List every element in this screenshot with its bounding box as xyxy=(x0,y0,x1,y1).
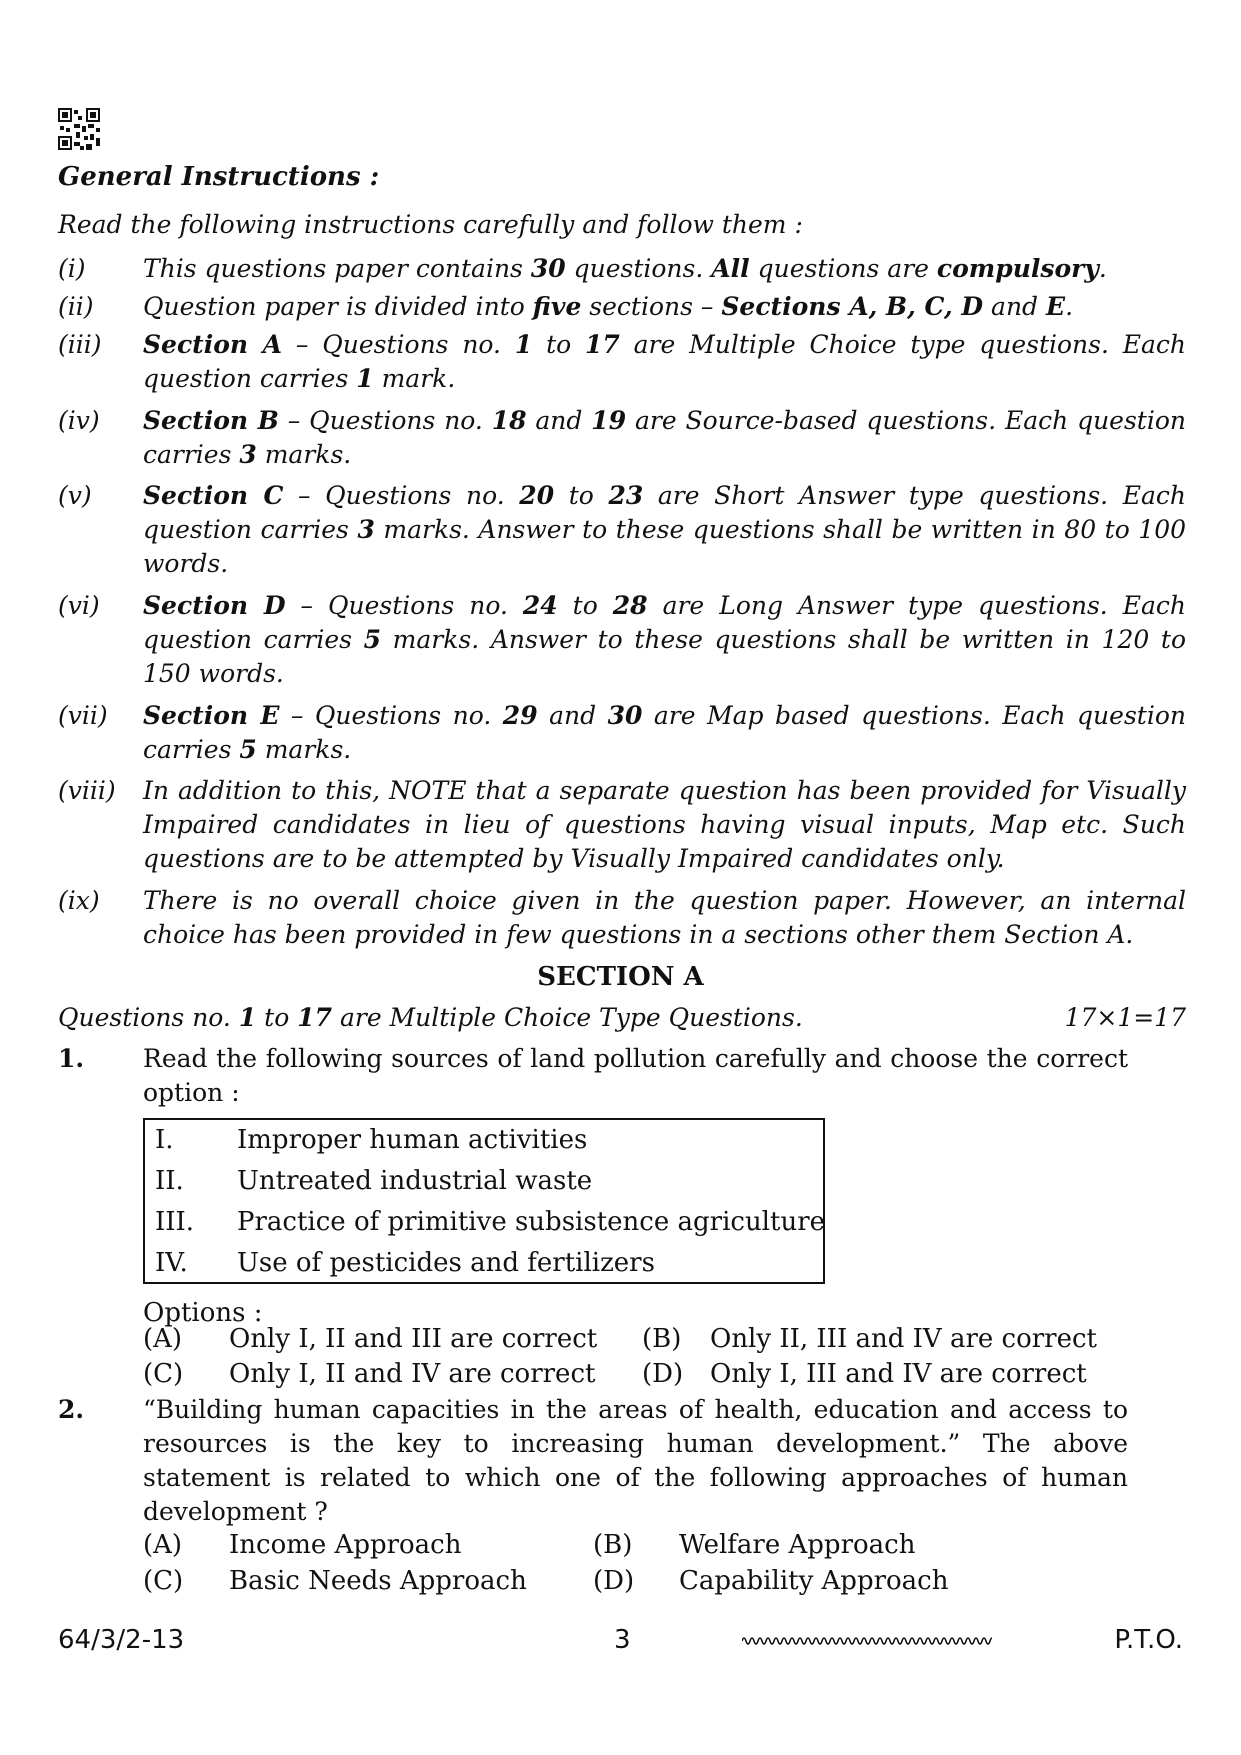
text-segment: – Questions no. xyxy=(278,406,492,435)
paper-code: 64/3/2-13 xyxy=(58,1625,185,1655)
option-text: Only I, II and IV are correct xyxy=(229,1359,596,1389)
text-segment: – Questions no. xyxy=(285,591,523,620)
instruction-text xyxy=(143,290,1186,324)
option-label: (D) xyxy=(593,1566,635,1596)
text-segment: and xyxy=(537,701,608,730)
text-segment: are Short Answer type questions. Each question carries xyxy=(143,481,1186,544)
question-number: 1. xyxy=(58,1044,85,1073)
option-label: (D) xyxy=(642,1359,684,1389)
text-segment: marks. Answer to these questions shall be written in 120 to 150 words. xyxy=(143,625,1186,688)
text-segment: sections – xyxy=(581,292,722,321)
bold-text: 20 xyxy=(519,481,555,510)
source-number: II. xyxy=(155,1166,184,1196)
text-segment: . xyxy=(1098,254,1107,283)
section-a-note-text xyxy=(58,1003,803,1032)
text-segment: Questions no. xyxy=(58,1003,239,1032)
text-segment: In addition to this, NOTE that a separate question has been provided for Visually Impaired candidates in lieu of questions having visual inputs, Map etc. Such questions are to be attempted by Visually Impaired candidates only. xyxy=(143,776,1186,873)
instruction-text xyxy=(143,479,1186,581)
text-segment: . xyxy=(1065,292,1074,321)
bold-text: Section C xyxy=(143,481,284,510)
bold-text: Section D xyxy=(143,591,286,620)
text-segment: – Questions no. xyxy=(279,701,503,730)
instruction-number: (vi) xyxy=(58,591,100,620)
question-text: Read the following sources of land pollution carefully and choose the correct option : xyxy=(143,1044,1128,1107)
instruction-item xyxy=(58,404,1186,472)
option-text: Capability Approach xyxy=(679,1566,949,1596)
text-segment: are Multiple Choice Type Questions. xyxy=(332,1003,803,1032)
text-segment: mark. xyxy=(373,364,456,393)
text-segment: are Source-based questions. Each question carries xyxy=(143,406,1186,469)
instruction-text xyxy=(143,252,1186,286)
bold-text: 5 xyxy=(363,625,382,654)
instruction-item xyxy=(58,699,1186,767)
text-segment: Question paper is divided into xyxy=(143,292,533,321)
option-label: (A) xyxy=(143,1324,183,1354)
page-number: 3 xyxy=(614,1625,631,1655)
text-segment: marks. xyxy=(256,440,352,469)
instruction-number: (ii) xyxy=(58,292,94,321)
option-label: (C) xyxy=(143,1359,184,1389)
source-text: Use of pesticides and fertilizers xyxy=(237,1248,655,1278)
bold-text: Section A xyxy=(143,330,283,359)
text-segment: questions. xyxy=(565,254,712,283)
text-segment: to xyxy=(532,330,586,359)
bold-text: E xyxy=(1046,292,1066,321)
instruction-number: (ix) xyxy=(58,886,100,915)
instruction-item xyxy=(58,290,1186,324)
bold-text: five xyxy=(532,292,582,321)
instruction-text xyxy=(143,884,1186,952)
general-instructions-heading: General Instructions : xyxy=(58,162,380,192)
bold-text: 1 xyxy=(356,364,374,393)
text-segment: and xyxy=(526,406,592,435)
option-text: Basic Needs Approach xyxy=(229,1566,527,1596)
section-a-note xyxy=(58,1003,1186,1032)
bold-text: Section B xyxy=(143,406,279,435)
text-segment: questions are xyxy=(749,254,937,283)
source-number: IV. xyxy=(155,1248,188,1278)
bold-text: 18 xyxy=(491,406,527,435)
bold-text: 30 xyxy=(530,254,566,283)
option-text: Only I, II and III are correct xyxy=(229,1324,598,1354)
instruction-text xyxy=(143,589,1186,691)
bold-text: 19 xyxy=(591,406,627,435)
source-number: I. xyxy=(155,1125,174,1155)
source-text: Improper human activities xyxy=(237,1125,588,1155)
instruction-text xyxy=(143,699,1186,767)
bold-text: 1 xyxy=(514,330,533,359)
instruction-text xyxy=(143,774,1186,876)
text-segment: marks. xyxy=(256,735,352,764)
question-2 xyxy=(58,1393,1128,1529)
question-text: “Building human capacities in the areas of health, education and access to resources is the key to increasing human development.” The above statement is related to which one of the following approaches of human development ? xyxy=(143,1395,1128,1526)
bold-text: 17 xyxy=(297,1003,333,1032)
bold-text: 3 xyxy=(239,440,257,469)
bold-text: 1 xyxy=(238,1003,257,1032)
bold-text: 3 xyxy=(357,515,375,544)
instruction-text xyxy=(143,328,1186,396)
question-1 xyxy=(58,1042,1128,1110)
option-label: (B) xyxy=(593,1530,633,1560)
question-number: 2. xyxy=(58,1395,85,1424)
option-text: Only I, III and IV are correct xyxy=(710,1359,1087,1389)
sources-box xyxy=(143,1118,825,1284)
options-label: Options : xyxy=(143,1298,263,1328)
instruction-text xyxy=(143,404,1186,472)
pto-label: P.T.O. xyxy=(1114,1625,1183,1655)
option-label: (C) xyxy=(143,1566,184,1596)
bold-text: compulsory xyxy=(936,254,1099,283)
instruction-number: (v) xyxy=(58,481,92,510)
source-number: III. xyxy=(155,1207,195,1237)
option-text: Income Approach xyxy=(229,1530,462,1560)
instruction-number: (vii) xyxy=(58,701,108,730)
text-segment: are Long Answer type questions. Each question carries xyxy=(143,591,1186,654)
instruction-number: (iii) xyxy=(58,330,102,359)
text-segment: – Questions no. xyxy=(283,481,520,510)
instruction-item xyxy=(58,589,1186,691)
option-label: (A) xyxy=(143,1530,183,1560)
bold-text: Section E xyxy=(143,701,280,730)
source-text: Practice of primitive subsistence agriculture xyxy=(237,1207,826,1237)
text-segment: to xyxy=(557,591,613,620)
text-segment: to xyxy=(554,481,609,510)
bold-text: 29 xyxy=(502,701,538,730)
bold-text: 23 xyxy=(608,481,644,510)
text-segment: There is no overall choice given in the question paper. However, an internal choice has been provided in few questions in a sections other them Section A. xyxy=(143,886,1186,949)
source-text: Untreated industrial waste xyxy=(237,1166,593,1196)
bold-text: 28 xyxy=(612,591,648,620)
text-segment: are Map based questions. Each question carries xyxy=(143,701,1186,764)
option-text: Welfare Approach xyxy=(679,1530,916,1560)
text-segment: marks. Answer to these questions shall be written in 80 to 100 words. xyxy=(143,515,1187,578)
option-label: (B) xyxy=(642,1324,682,1354)
text-segment: to xyxy=(256,1003,298,1032)
text-segment: are Multiple Choice type questions. Each question carries xyxy=(143,330,1187,393)
wavy-line-icon xyxy=(742,1634,992,1648)
instructions-intro: Read the following instructions carefully and follow them : xyxy=(58,210,803,239)
text-segment: – Questions no. xyxy=(282,330,515,359)
bold-text: All xyxy=(711,254,750,283)
instruction-item xyxy=(58,252,1186,286)
option-text: Only II, III and IV are correct xyxy=(710,1324,1097,1354)
instruction-item xyxy=(58,884,1186,952)
instruction-item xyxy=(58,328,1186,396)
text-segment: This questions paper contains xyxy=(143,254,531,283)
text-segment: and xyxy=(983,292,1047,321)
bold-text: 5 xyxy=(239,735,257,764)
section-a-marks: 17×1=17 xyxy=(1064,1003,1186,1032)
instruction-number: (viii) xyxy=(58,776,116,805)
instruction-number: (iv) xyxy=(58,406,100,435)
qr-code-icon xyxy=(58,108,100,150)
bold-text: 17 xyxy=(585,330,620,359)
instruction-item xyxy=(58,479,1186,581)
instruction-number: (i) xyxy=(58,254,86,283)
instruction-item xyxy=(58,774,1186,876)
bold-text: Sections A, B, C, D xyxy=(721,292,984,321)
section-a-title: SECTION A xyxy=(537,962,704,992)
bold-text: 30 xyxy=(607,701,643,730)
bold-text: 24 xyxy=(522,591,558,620)
